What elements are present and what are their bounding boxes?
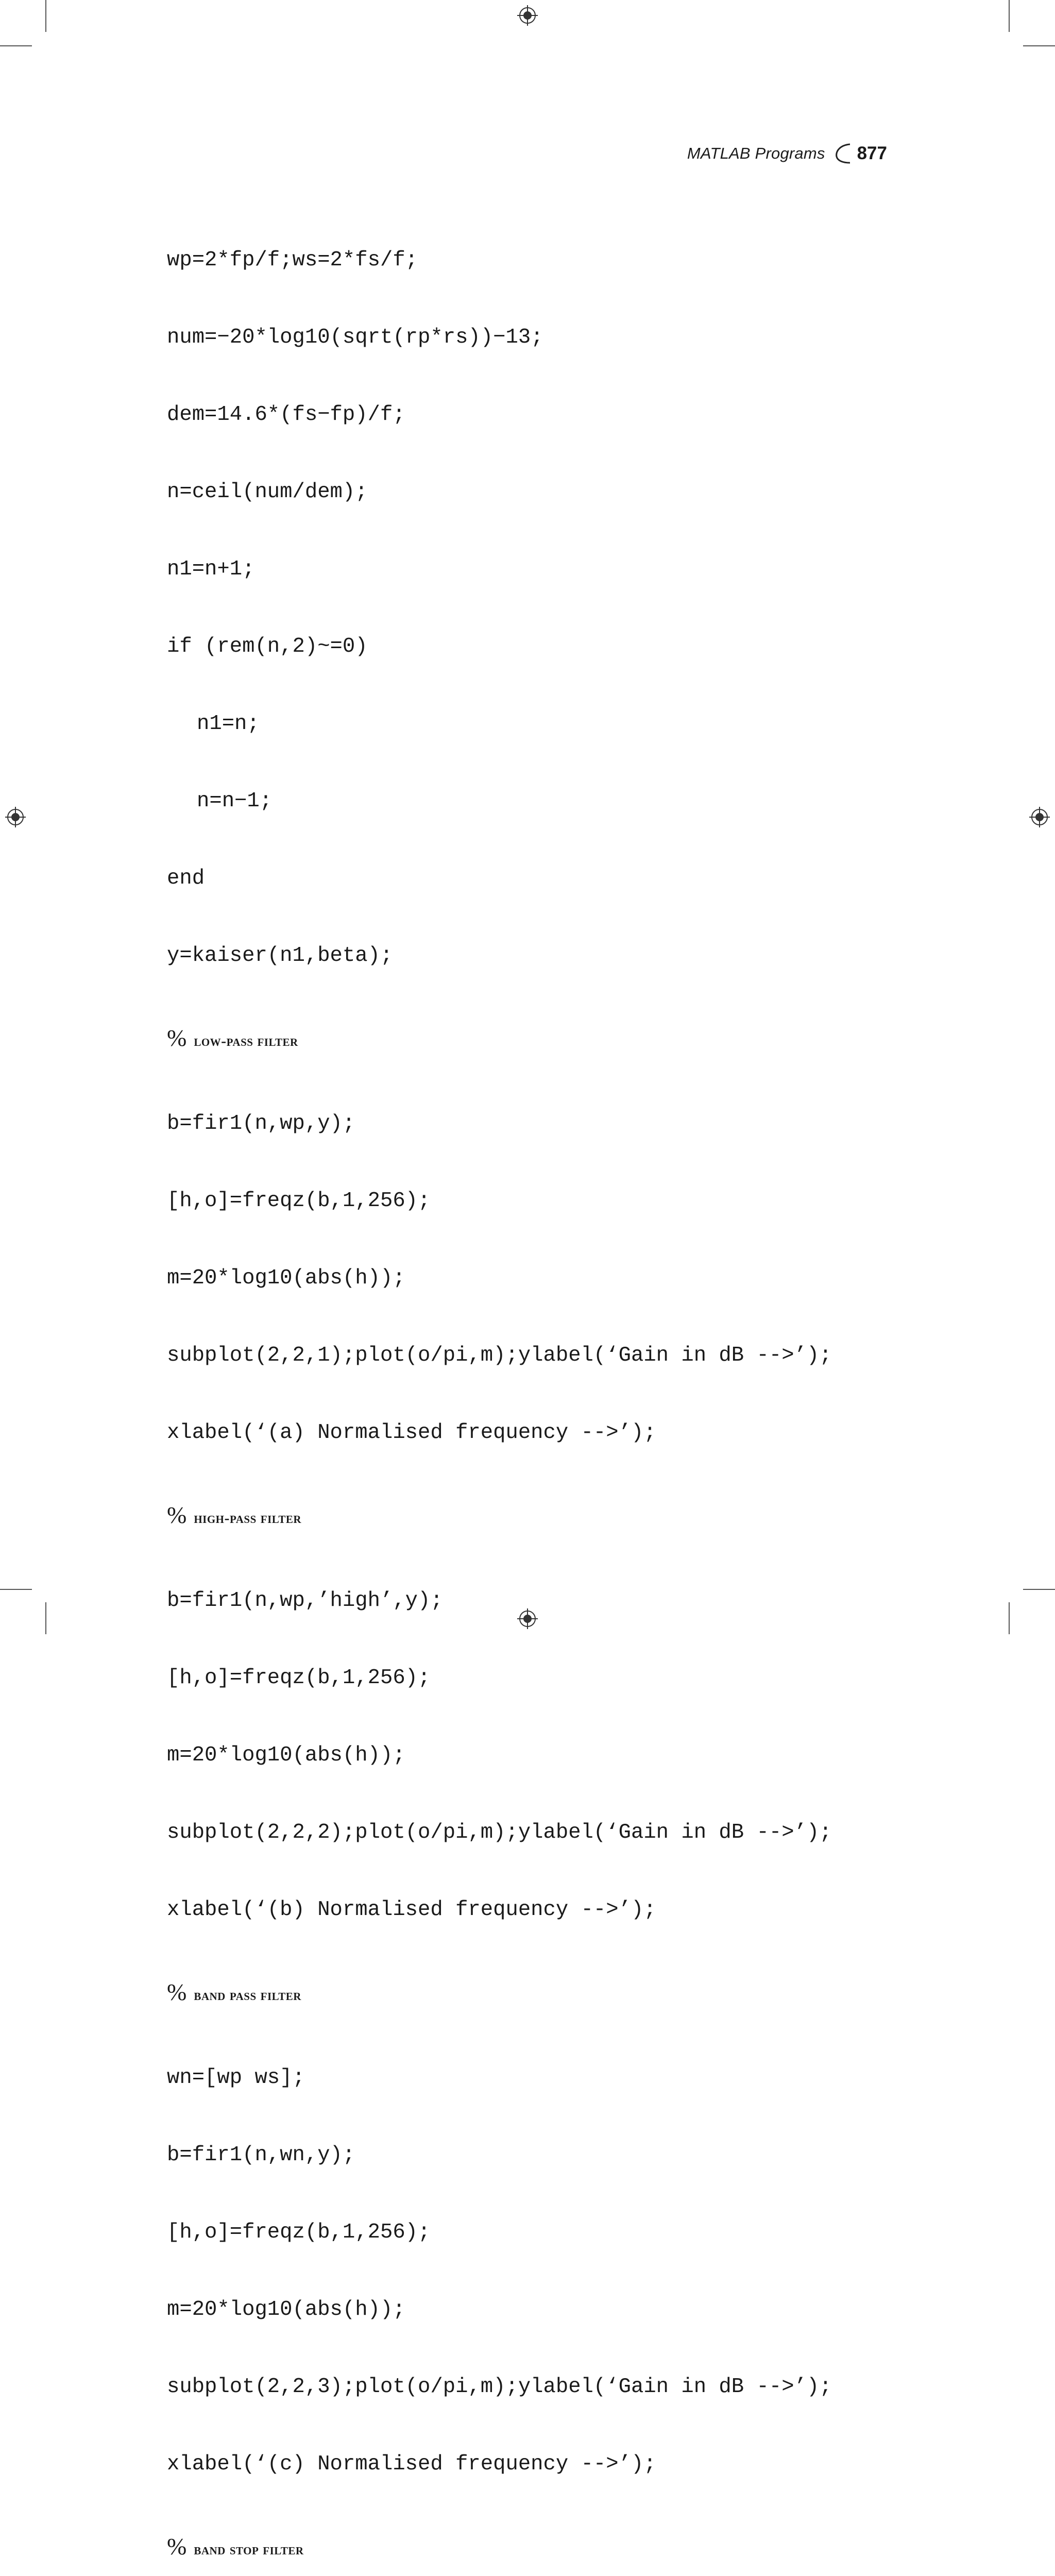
code-line: wp=2*fp/f;ws=2*fs/f; xyxy=(167,248,418,272)
code-line: b=fir1(n,wp,’high’,y); xyxy=(167,1589,443,1613)
crop-mark xyxy=(1023,1589,1055,1590)
code-block xyxy=(167,1536,888,1974)
comment-text: band stop filter xyxy=(194,2541,304,2558)
comment-symbol: % xyxy=(167,1502,187,1528)
code-block xyxy=(167,1059,888,1497)
crop-mark xyxy=(45,0,46,32)
comment-symbol: % xyxy=(167,1025,187,1051)
comment-symbol: % xyxy=(167,2533,187,2560)
comment-text: band pass filter xyxy=(194,1987,301,2004)
running-title: MATLAB Programs xyxy=(687,144,825,162)
code-block xyxy=(167,2013,888,2529)
code-line: wn=[wp ws]; xyxy=(167,2066,305,2090)
code-line: if (rem(n,2)~=0) xyxy=(167,635,368,658)
crop-mark xyxy=(1023,45,1055,46)
code-comment xyxy=(167,2533,888,2565)
code-line: [h,o]=freqz(b,1,256); xyxy=(167,2221,431,2244)
page-body xyxy=(167,196,888,2576)
comment-symbol: % xyxy=(167,1979,187,2005)
registration-mark-icon xyxy=(1029,807,1050,827)
code-line: n1=n+1; xyxy=(167,557,255,581)
comment-text: high-pass filter xyxy=(194,1510,302,1527)
comment-text: low-pass filter xyxy=(194,1032,298,1049)
page-bracket-icon xyxy=(832,142,854,165)
code-line: m=20*log10(abs(h)); xyxy=(167,1266,405,1290)
code-line: n=ceil(num/dem); xyxy=(167,480,368,504)
code-comment xyxy=(167,1978,888,2010)
crop-mark xyxy=(45,1602,46,1634)
code-comment xyxy=(167,1024,888,1056)
crop-mark xyxy=(0,45,32,46)
code-line: num=−20*log10(sqrt(rp*rs))−13; xyxy=(167,326,543,349)
code-block xyxy=(167,2568,888,2576)
code-line: subplot(2,2,3);plot(o/pi,m);ylabel(‘Gain in dB -->’); xyxy=(167,2375,832,2399)
code-line: xlabel(‘(c) Normalised frequency -->’); xyxy=(167,2452,656,2476)
code-line: xlabel(‘(a) Normalised frequency -->’); xyxy=(167,1421,656,1445)
code-line: [h,o]=freqz(b,1,256); xyxy=(167,1189,431,1213)
code-line: subplot(2,2,2);plot(o/pi,m);ylabel(‘Gain in dB -->’); xyxy=(167,1821,832,1844)
crop-mark xyxy=(1009,1602,1010,1634)
code-line: b=fir1(n,wp,y); xyxy=(167,1112,355,1136)
registration-mark-icon xyxy=(517,5,538,26)
code-line: [h,o]=freqz(b,1,256); xyxy=(167,1666,431,1690)
code-line: b=fir1(n,wn,y); xyxy=(167,2143,355,2167)
code-line: xlabel(‘(b) Normalised frequency -->’); xyxy=(167,1898,656,1922)
crop-mark xyxy=(0,1589,32,1590)
page-number: 877 xyxy=(857,143,887,163)
running-header xyxy=(687,142,887,165)
crop-mark xyxy=(1009,0,1010,32)
registration-mark-icon xyxy=(5,807,26,827)
code-line: subplot(2,2,1);plot(o/pi,m);ylabel(‘Gain in dB -->’); xyxy=(167,1344,832,1367)
code-line: m=20*log10(abs(h)); xyxy=(167,2298,405,2321)
code-line: dem=14.6*(fs−fp)/f; xyxy=(167,403,405,427)
code-line: end xyxy=(167,867,205,890)
code-line: m=20*log10(abs(h)); xyxy=(167,1743,405,1767)
code-line: n=n−1; xyxy=(197,789,273,813)
code-block xyxy=(167,196,888,1020)
code-line: y=kaiser(n1,beta); xyxy=(167,944,393,968)
code-line: n1=n; xyxy=(197,712,260,736)
code-comment xyxy=(167,1501,888,1533)
